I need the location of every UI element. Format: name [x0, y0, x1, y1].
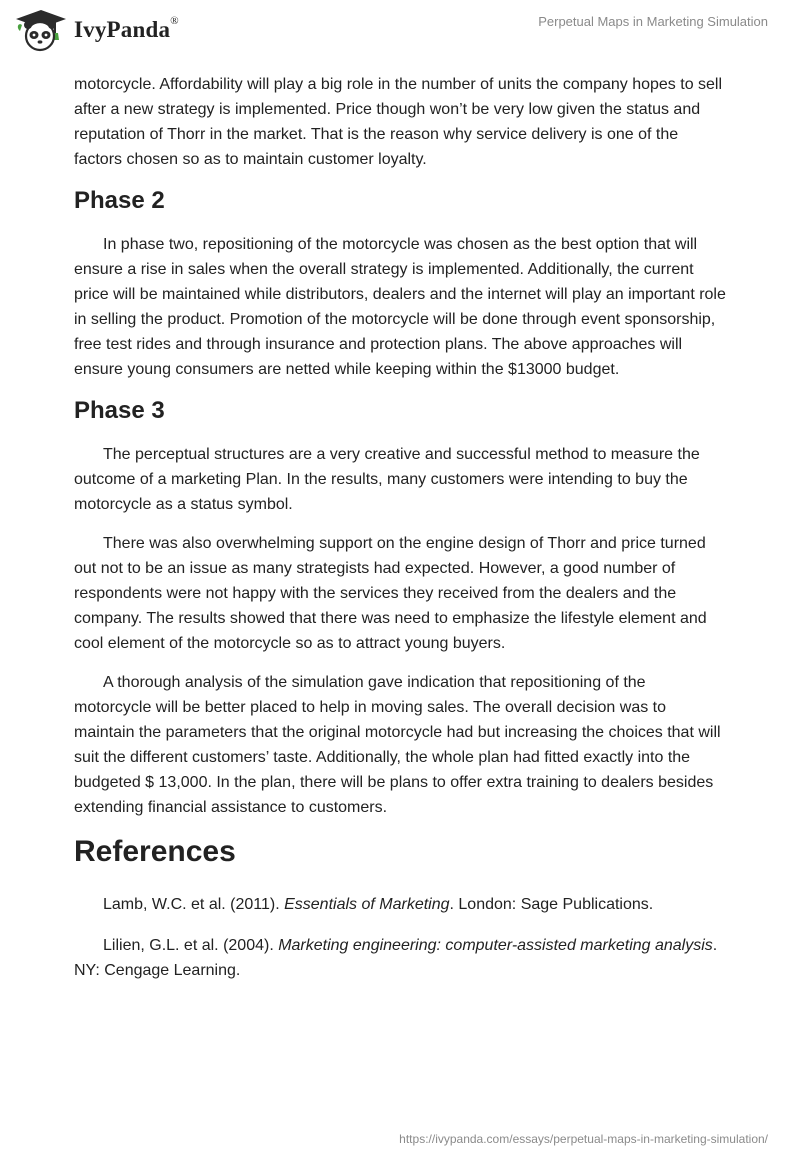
- intro-paragraph: motorcycle. Affordability will play a big role in the number of units the company hopes to sell after a new strategy is implemented. Price though won’t be very low given the status and reputation of Thorr in the market. That is the reason why service delivery is one of the factors chosen so as to maintain customer loyalty.: [74, 76, 723, 168]
- phase2-paragraph: In phase two, repositioning of the motorcycle was chosen as the best option that will ensure a rise in sales when the overall strategy is implemented. Additionally, the current price will be maintained while distributors, dealers and the internet will play an important role in selling the product. Promotion of the motorcycle will be done through event sponsorship, free test rides and through insurance and protection plans. The above approaches will ensure young consumers are netted while keeping within the $13000 budget.: [74, 236, 726, 378]
- logo-wordmark: [74, 17, 179, 43]
- document-title: Perpetual Maps in Marketing Simulation: [538, 14, 768, 29]
- phase2-heading: Phase 2: [74, 187, 165, 214]
- phase3-paragraph-3: A thorough analysis of the simulation gave indication that repositioning of the motorcycle will be better placed to help in moving sales. The overall decision was to maintain the parameters that the original motorcycle had but increasing the choices that will suit the different customers’ taste. Additionally, the whole plan had fitted exactly into the budgeted $ 13,000. In the plan, there will be plans to offer extra training to dealers besides extending financial assistance to customers.: [74, 674, 721, 816]
- reference-publisher: . NY: Cengage Learning.: [74, 937, 718, 979]
- essay-content: [74, 72, 726, 999]
- reference-authors: Lamb, W.C. et al. (2011).: [103, 896, 285, 913]
- reference-title: Marketing engineering: computer-assisted marketing analysis: [278, 937, 713, 954]
- reference-title: Essentials of Marketing: [284, 896, 450, 913]
- panda-graduation-icon: [14, 8, 68, 52]
- phase3-heading: Phase 3: [74, 397, 165, 424]
- page-header: [0, 0, 800, 70]
- reference-publisher: . London: Sage Publications.: [449, 896, 654, 913]
- reference-authors: Lilien, G.L. et al. (2004).: [103, 937, 279, 954]
- phase3-paragraph-2: There was also overwhelming support on the engine design of Thorr and price turned out not to be an issue as many strategists had expected. However, a good number of respondents were not happy with the services they received from the dealers and the company. The results showed that there was need to emphasize the lifestyle element and cool element of the motorcycle so as to attract young buyers.: [74, 535, 707, 652]
- registered-mark: ®: [170, 15, 179, 27]
- reference-item: [74, 892, 726, 917]
- references-heading: References: [74, 835, 236, 868]
- phase3-paragraph-1: The perceptual structures are a very creative and successful method to measure the outcome of a marketing Plan. In the results, many customers were intending to buy the motorcycle as a status symbol.: [74, 446, 700, 513]
- reference-item: [74, 933, 726, 983]
- source-url-link[interactable]: https://ivypanda.com/essays/perpetual-maps-in-marketing-simulation/: [399, 1132, 768, 1146]
- logo-text: IvyPanda: [74, 17, 171, 42]
- ivypanda-logo[interactable]: [14, 8, 179, 52]
